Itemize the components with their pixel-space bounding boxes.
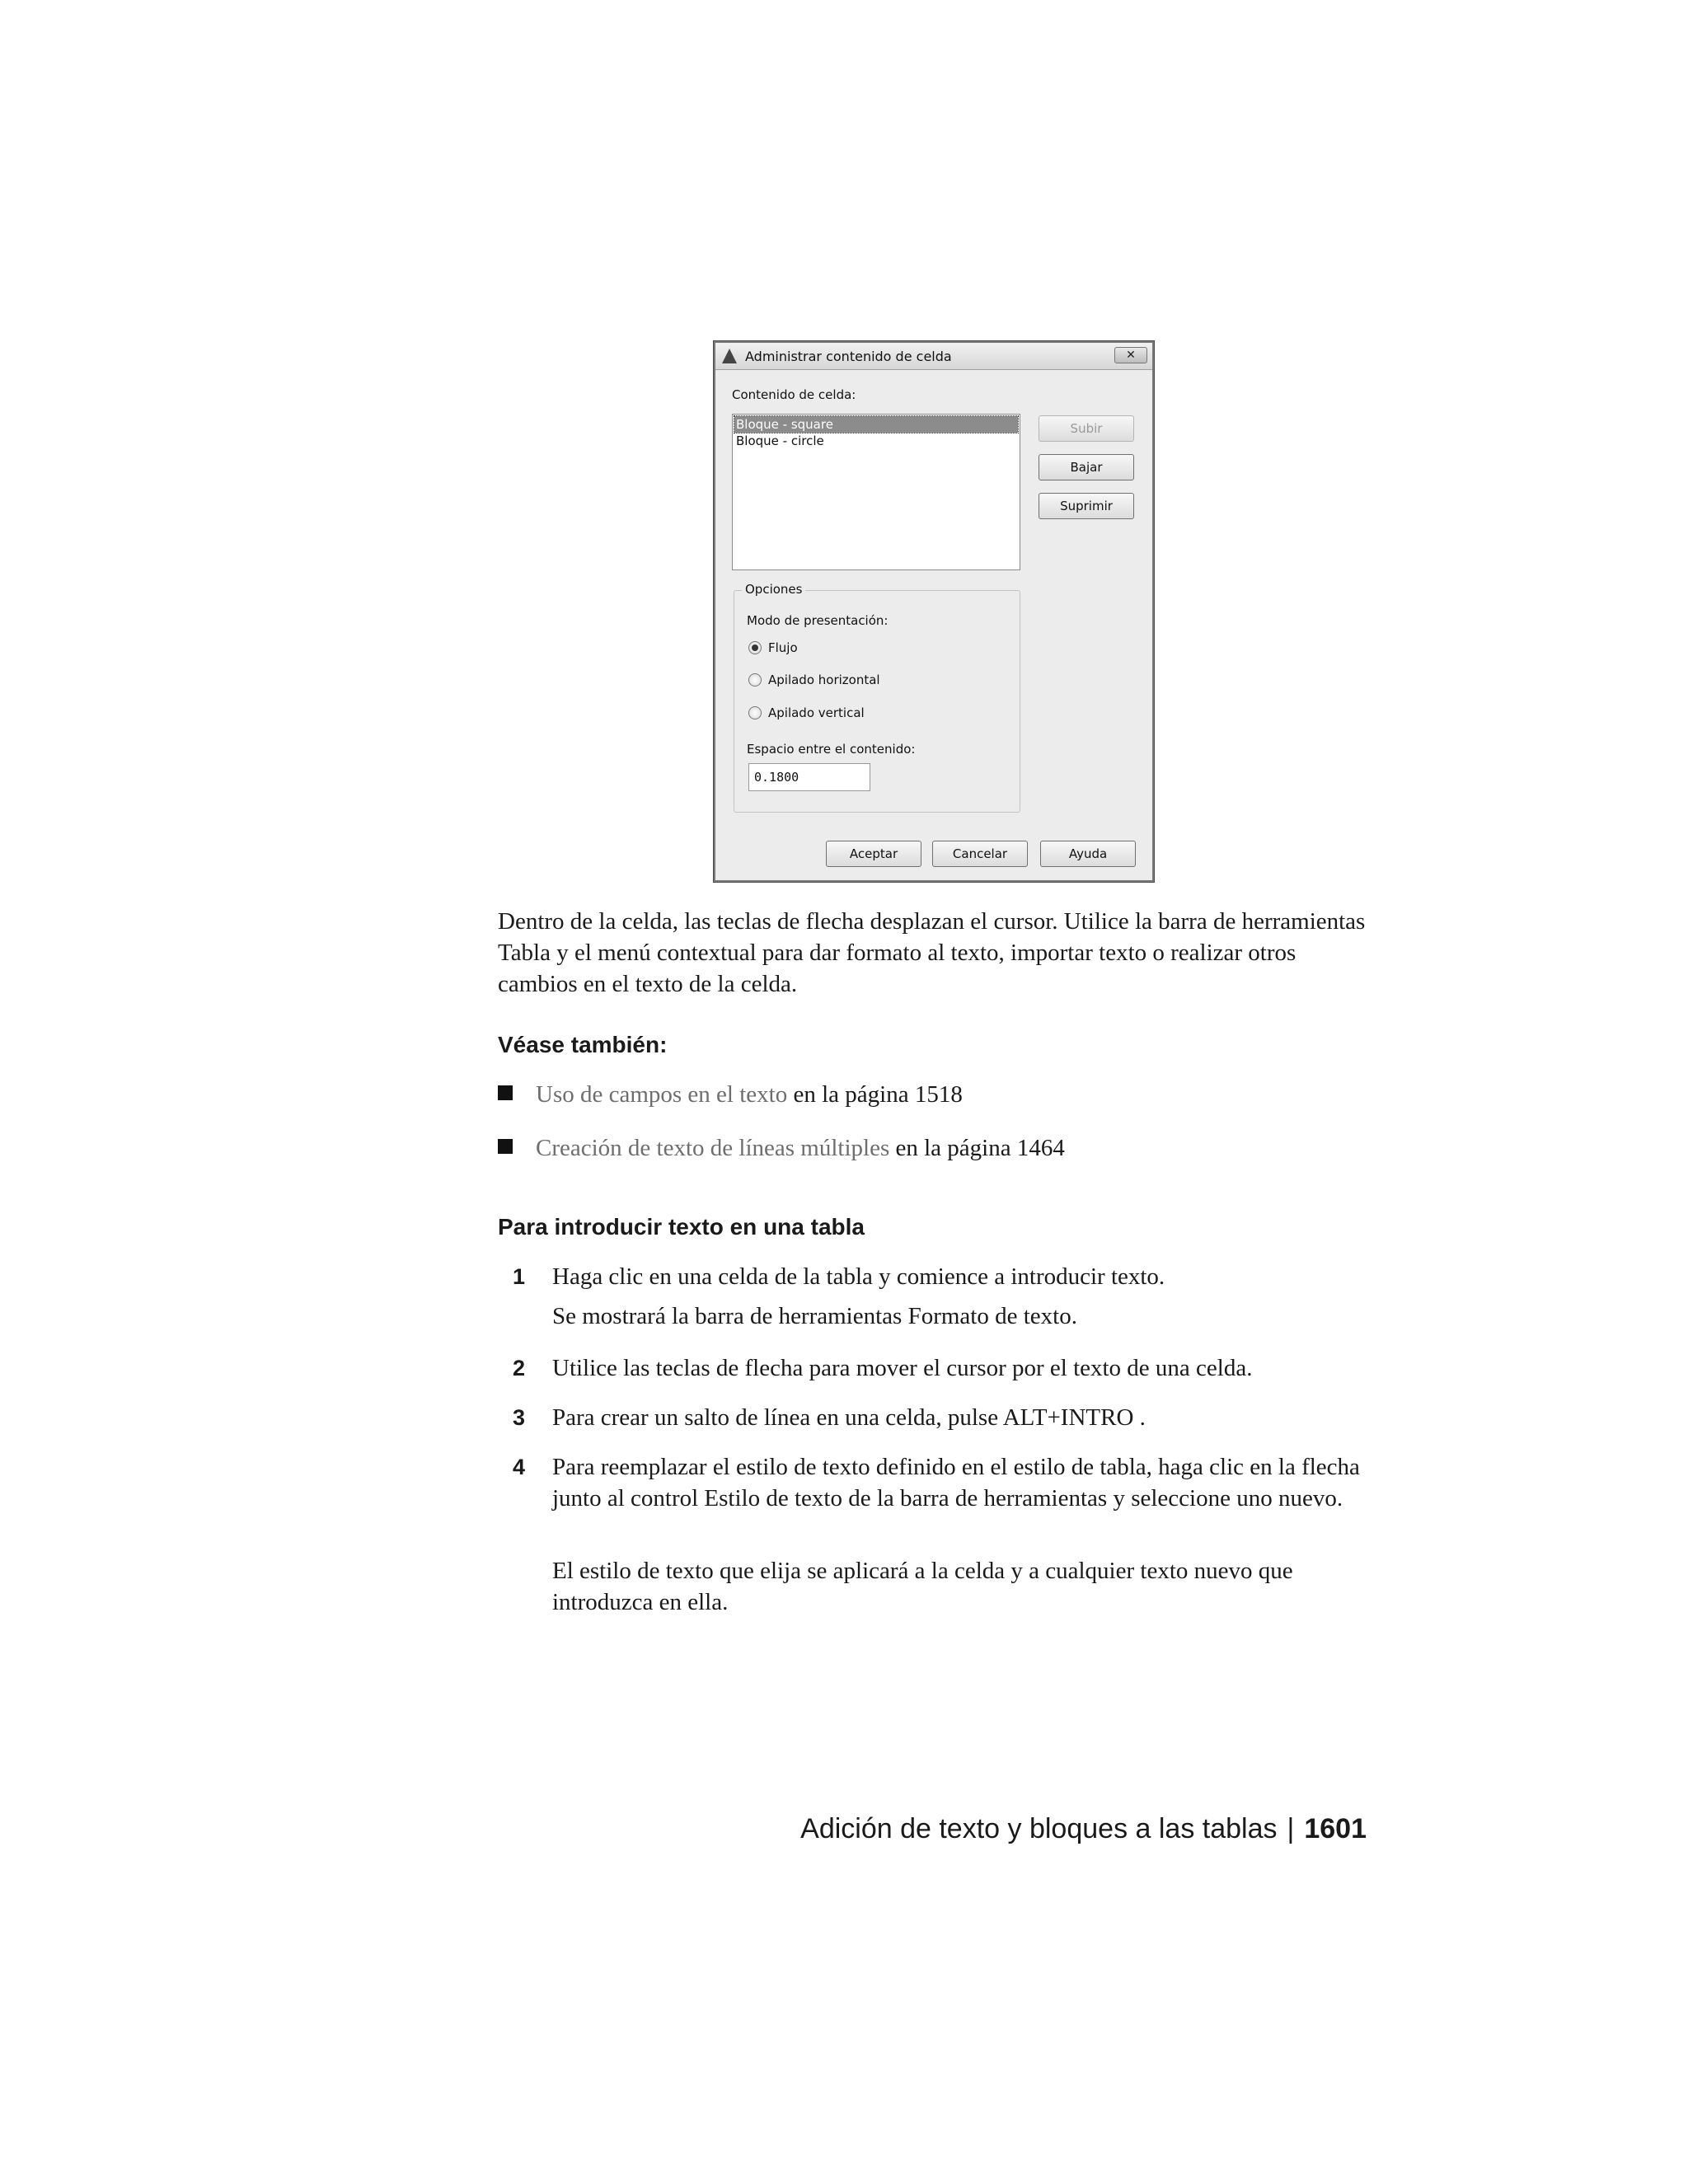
move-down-button[interactable]: Bajar (1039, 454, 1134, 480)
procedure-heading: Para introducir texto en una tabla (498, 1214, 865, 1240)
step-number: 4 (513, 1455, 526, 1479)
display-mode-label: Modo de presentación: (747, 613, 889, 628)
step-number: 3 (513, 1405, 526, 1430)
radio-horizontal-label: Apilado horizontal (768, 673, 880, 687)
bullet-square-icon (498, 1139, 513, 1154)
step-text: Para crear un salto de línea en una celda, pulse ALT+INTRO . (552, 1404, 1146, 1431)
spacing-label: Espacio entre el contenido: (747, 742, 916, 757)
step-note: Se mostrará la barra de herramientas Formato de texto. (552, 1303, 1077, 1329)
see-also-heading: Véase también: (498, 1032, 668, 1057)
bullet-square-icon (498, 1085, 513, 1100)
cross-reference-link[interactable]: Uso de campos en el texto (536, 1081, 788, 1108)
list-item[interactable]: Bloque - square (734, 416, 1018, 433)
step-number: 1 (513, 1264, 526, 1289)
see-also-item (498, 1081, 963, 1108)
cell-contents-list[interactable] (732, 414, 1020, 570)
page-number: 1601 (1304, 1813, 1367, 1844)
cell-contents-label: Contenido de celda: (732, 387, 856, 402)
step-text: Utilice las teclas de flecha para mover el cursor por el texto de una celda. (552, 1355, 1253, 1381)
page-reference: en la página 1518 (787, 1081, 963, 1108)
cross-reference-link[interactable]: Creación de texto de líneas múltiples (536, 1135, 890, 1161)
delete-button[interactable]: Suprimir (1039, 493, 1134, 519)
see-also-item (498, 1135, 1065, 1162)
page-reference: en la página 1464 (889, 1135, 1065, 1161)
close-button[interactable]: ✕ (1114, 347, 1147, 363)
procedure-step (513, 1451, 1375, 1514)
options-group-title: Opciones (742, 582, 805, 597)
procedure-step (513, 1402, 1375, 1433)
procedure-step (513, 1352, 1375, 1384)
manage-cell-content-dialog (714, 341, 1154, 882)
list-item[interactable]: Bloque - circle (736, 434, 824, 448)
step-note: El estilo de texto que elija se aplicará a la celda y a cualquier texto nuevo que introduzca en ella. (552, 1558, 1293, 1615)
step-text: Haga clic en una celda de la tabla y comience a introducir texto. (552, 1263, 1165, 1290)
procedure-step (513, 1261, 1375, 1292)
footer-separator: | (1287, 1813, 1295, 1844)
autocad-app-icon (722, 349, 737, 363)
move-up-button[interactable]: Subir (1039, 415, 1134, 442)
section-title: Adición de texto y bloques a las tablas (800, 1813, 1278, 1844)
page-footer (800, 1813, 1367, 1845)
dialog-titlebar (715, 343, 1152, 370)
step-text: Para reemplazar el estilo de texto definido en el estilo de tabla, haga clic en la flecha junto al control Estilo de texto de la barra de herramientas y seleccione uno nuevo. (552, 1454, 1360, 1511)
radio-stacked-horizontal[interactable] (748, 673, 762, 687)
intro-paragraph: Dentro de la celda, las teclas de flecha desplazan el cursor. Utilice la barra de herramientas Tabla y el menú contextual para dar formato al texto, importar texto o realizar otros cambios en el texto de la celda. (498, 908, 1366, 997)
cancel-button[interactable]: Cancelar (932, 841, 1028, 867)
radio-stacked-vertical[interactable] (748, 706, 762, 719)
radio-flow-label: Flujo (768, 640, 798, 655)
step-number: 2 (513, 1356, 526, 1380)
dialog-title: Administrar contenido de celda (745, 349, 952, 364)
radio-flow[interactable] (748, 641, 762, 654)
radio-vertical-label: Apilado vertical (768, 705, 865, 720)
ok-button[interactable]: Aceptar (826, 841, 921, 867)
help-button[interactable]: Ayuda (1040, 841, 1136, 867)
spacing-input[interactable]: 0.1800 (748, 763, 870, 791)
